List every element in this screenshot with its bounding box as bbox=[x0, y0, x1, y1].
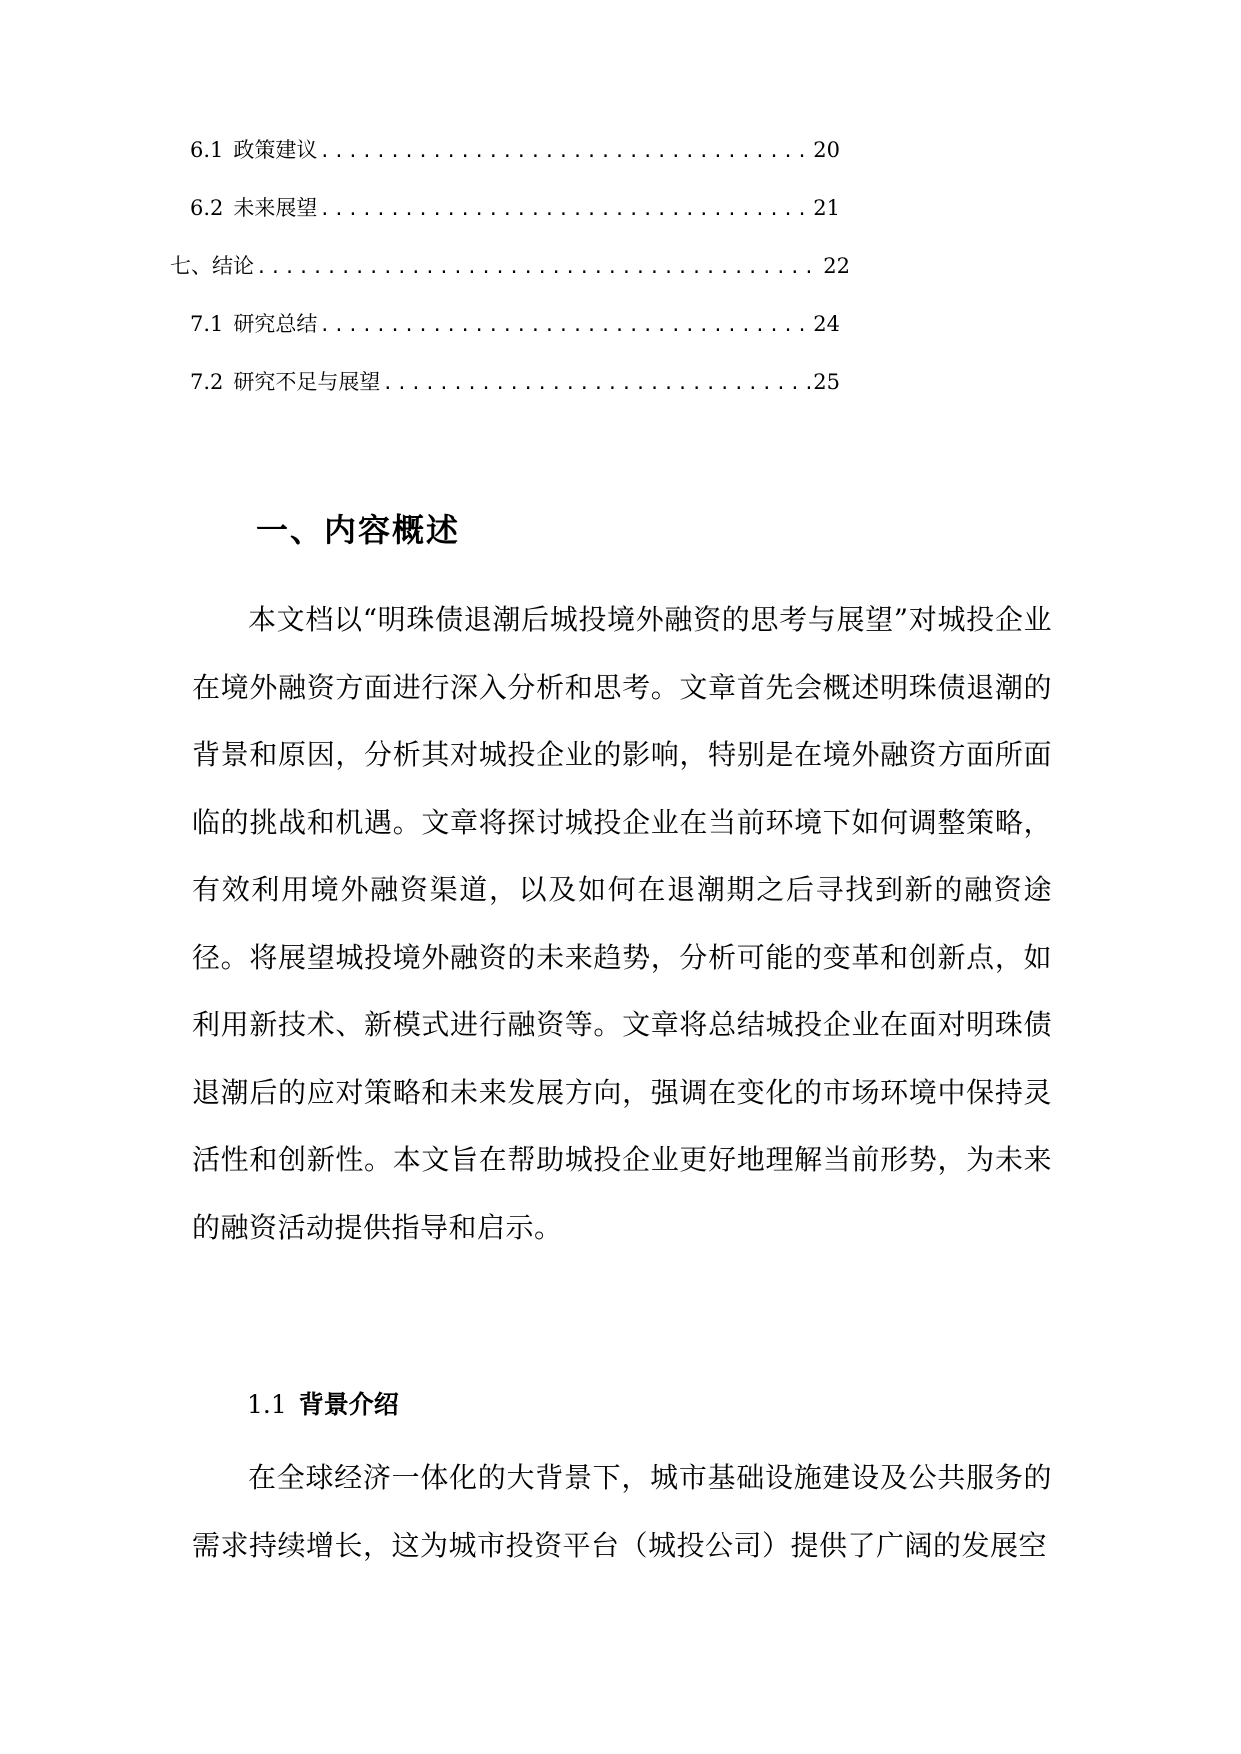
toc-entry-title: 研究总结 bbox=[233, 312, 318, 336]
toc-entry-number: 6.2 bbox=[190, 196, 224, 220]
toc-entry[interactable] bbox=[190, 367, 840, 397]
toc-entry-title: 研究不足与展望 bbox=[233, 370, 381, 394]
toc-entry[interactable] bbox=[190, 193, 840, 223]
toc-entry-number: 7.2 bbox=[190, 370, 224, 394]
subsection-title: 背景介绍 bbox=[298, 1390, 399, 1419]
toc-entry-page: 24 bbox=[813, 312, 840, 336]
toc-entry-page: 20 bbox=[813, 138, 840, 162]
body-paragraph: 在全球经济一体化的大背景下，城市基础设施建设及公共服务的需求持续增长，这为城市投资平台（城投公司）提供了广阔的发展空 bbox=[192, 1461, 1052, 1562]
toc-dot-leader bbox=[319, 137, 811, 167]
toc-dot-leader bbox=[319, 311, 811, 341]
body-paragraph: 本文档以“明珠债退潮后城投境外融资的思考与展望”对城投企业在境外融资方面进行深入分析和思考。文章首先会概述明珠债退潮的背景和原因，分析其对城投企业的影响，特别是在境外融资方面所面临的挑战和机遇。文章将探讨城投企业在当前环境下如何调整策略，有效利用境外融资渠道，以及如何在退潮期之后寻找到新的融资途径。将展望城投境外融资的未来趋势，分析可能的变革和创新点，如利用新技术、新模式进行融资等。文章将总结城投企业在面对明珠债退潮后的应对策略和未来发展方向，强调在变化的市场环境中保持灵活性和创新性。本文旨在帮助城投企业更好地理解当前形势，为未来的融资活动提供指导和启示。 bbox=[192, 603, 1052, 1244]
toc-entry-title: 七、结论 bbox=[170, 254, 254, 278]
subsection-heading bbox=[247, 1385, 399, 1421]
toc-entry-page: 25 bbox=[813, 370, 840, 394]
toc-entry[interactable] bbox=[170, 251, 850, 281]
toc-entry[interactable] bbox=[190, 135, 840, 165]
toc-entry-page: 22 bbox=[823, 254, 850, 278]
toc-dot-leader bbox=[382, 369, 811, 399]
subsection-number: 1.1 bbox=[247, 1390, 287, 1419]
toc-entry[interactable] bbox=[190, 309, 840, 339]
toc-entry-number: 6.1 bbox=[190, 138, 224, 162]
toc-entry-page: 21 bbox=[813, 196, 840, 220]
toc-dot-leader bbox=[319, 195, 811, 225]
toc-dot-leader bbox=[256, 253, 821, 283]
toc-entry-title: 未来展望 bbox=[233, 196, 318, 220]
toc-entry-number: 7.1 bbox=[190, 312, 224, 336]
toc-entry-title: 政策建议 bbox=[233, 138, 318, 162]
section-heading: 一、内容概述 bbox=[256, 511, 461, 549]
